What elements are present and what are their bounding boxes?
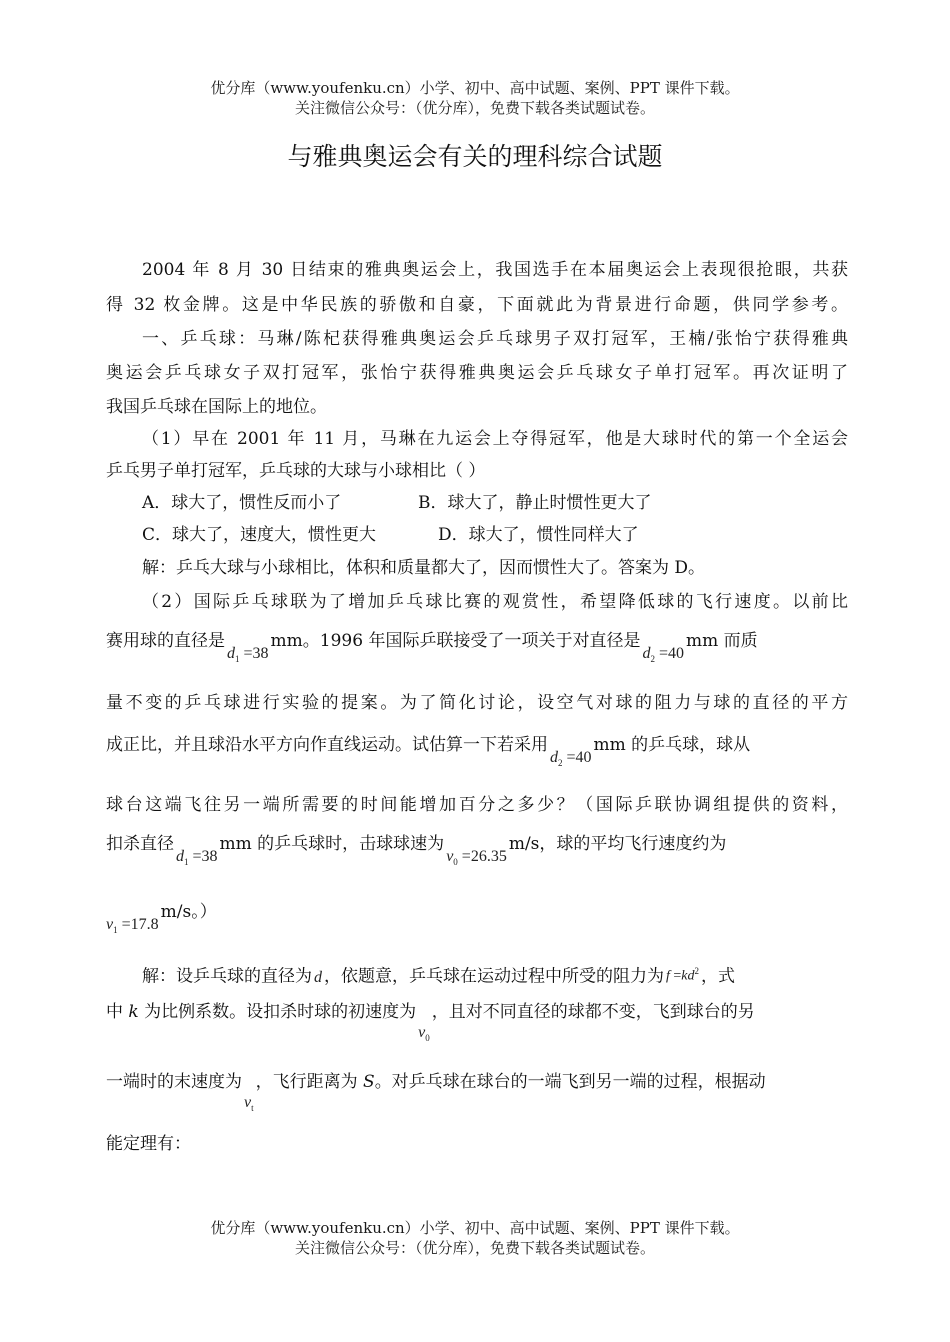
- q1-options-row-2: [106, 523, 848, 547]
- q2-line-1: （2）国际乒乓球联为了增加乒乓球比赛的观赏性，希望降低球的飞行速度。以前比: [142, 592, 848, 612]
- formula-d: d: [314, 968, 322, 986]
- q1-line-1: （1）早在 2001 年 11 月，马琳在九运会上夺得冠军，他是大球时代的第一个全运会: [142, 429, 848, 449]
- q2-solution-line-1: 解：设乒乓球的直径为 d ，依题意，乒乓球在运动过程中所受的阻力为 $f =kd^2$ ，式: [106, 961, 848, 985]
- formula-d1-38: $d_1 =38$: [227, 645, 269, 665]
- formula-v1: $v_1 =17.8$: [106, 916, 159, 936]
- option-d: D．球大了，惯性同样大了: [438, 525, 639, 545]
- formula-d1-38-again: $d_1 =38$: [176, 848, 218, 868]
- formula-v0: $v_0 =26.35$: [446, 848, 507, 868]
- formula-d2-40-again: $d_2 =40$: [550, 749, 592, 769]
- q2-solution-line-2: 中 k 为比例系数。设扣杀时球的初速度为$v_0$，且对不同直径的球都不变，飞到球台的另: [106, 1000, 848, 1024]
- q1-solution: 解：乒乓大球与小球相比，体积和质量都大了，因而惯性大了。答案为 D。: [142, 558, 706, 578]
- option-a: A．球大了，惯性反而小了: [142, 493, 342, 513]
- formula-d2-40: $d_2 =40$: [642, 645, 684, 665]
- q2-line-3: 量不变的乒乓球进行实验的提案。为了简化讨论，设空气对球的阻力与球的直径的平方: [106, 693, 848, 713]
- footer-line-1: 优分库（www.youfenku.cn）小学、初中、高中试题、案例、PPT 课件下载。: [210, 1219, 740, 1237]
- q1-options-row-1: [106, 491, 848, 515]
- section1-line-2: 奥运会乒乓球女子双打冠军，张怡宁获得雅典奥运会乒乓球女子单打冠军。再次证明了: [106, 363, 848, 383]
- q2-line-4: 成正比，并且球沿水平方向作直线运动。试估算一下若采用$d_2 =40mm$ 的乒乓球，球从: [106, 733, 848, 757]
- intro-line-2: 得 32 枚金牌。这是中华民族的骄傲和自豪，下面就此为背景进行命题，供同学参考。: [106, 295, 848, 315]
- section1-line-3: 我国乒乓球在国际上的地位。: [106, 397, 327, 417]
- formula-v0-initial: $v_0$: [418, 1024, 430, 1044]
- q2-line-5: 球台这端飞往另一端所需要的时间能增加百分之多少？（国际乒联协调组提供的资料，: [106, 795, 848, 815]
- q2-line-2: 赛用球的直径是$d_1 =38mm$。1996 年国际乒联接受了一项关于对直径是$d_2 =40mm$ 而质: [106, 629, 848, 653]
- formula-f-kd2: $f =kd^2$: [666, 966, 700, 984]
- option-b: B．球大了，静止时惯性更大了: [418, 493, 652, 513]
- header-line-2: 关注微信公众号：（优分库），免费下载各类试题试卷。: [294, 99, 655, 117]
- footer-line-2: 关注微信公众号：（优分库），免费下载各类试题试卷。: [294, 1239, 655, 1257]
- q1-line-2: 乒乓男子单打冠军，乒乓球的大球与小球相比（ ）: [106, 461, 486, 481]
- q2-solution-line-4: 能定理有：: [106, 1134, 191, 1154]
- page-title: 与雅典奥运会有关的理科综合试题: [287, 142, 663, 171]
- q2-solution-line-3: 一端时的末速度为$v_t$，飞行距离为 S。对乒乓球在球台的一端飞到另一端的过程，根据动: [106, 1070, 848, 1094]
- intro-line-1: 2004 年 8 月 30 日结束的雅典奥运会上，我国选手在本届奥运会上表现很抢眼，共获: [142, 260, 848, 280]
- header-line-1: 优分库（www.youfenku.cn）小学、初中、高中试题、案例、PPT 课件下载。: [210, 79, 740, 97]
- q2-line-6: 扣杀直径$d_1 =38mm$ 的乒乓球时，击球球速为$v_0 =26.35m/s$，球的平均飞行速度约为: [106, 832, 848, 856]
- section1-line-1: 一、乒乓球：马琳/陈杞获得雅典奥运会乒乓球男子双打冠军，王楠/张怡宁获得雅典: [142, 329, 848, 349]
- option-c: C．球大了，速度大，惯性更大: [142, 525, 377, 545]
- formula-vt: $v_t$: [244, 1094, 254, 1114]
- q2-line-7: $v_1 =17.8m/s$。）: [106, 900, 848, 924]
